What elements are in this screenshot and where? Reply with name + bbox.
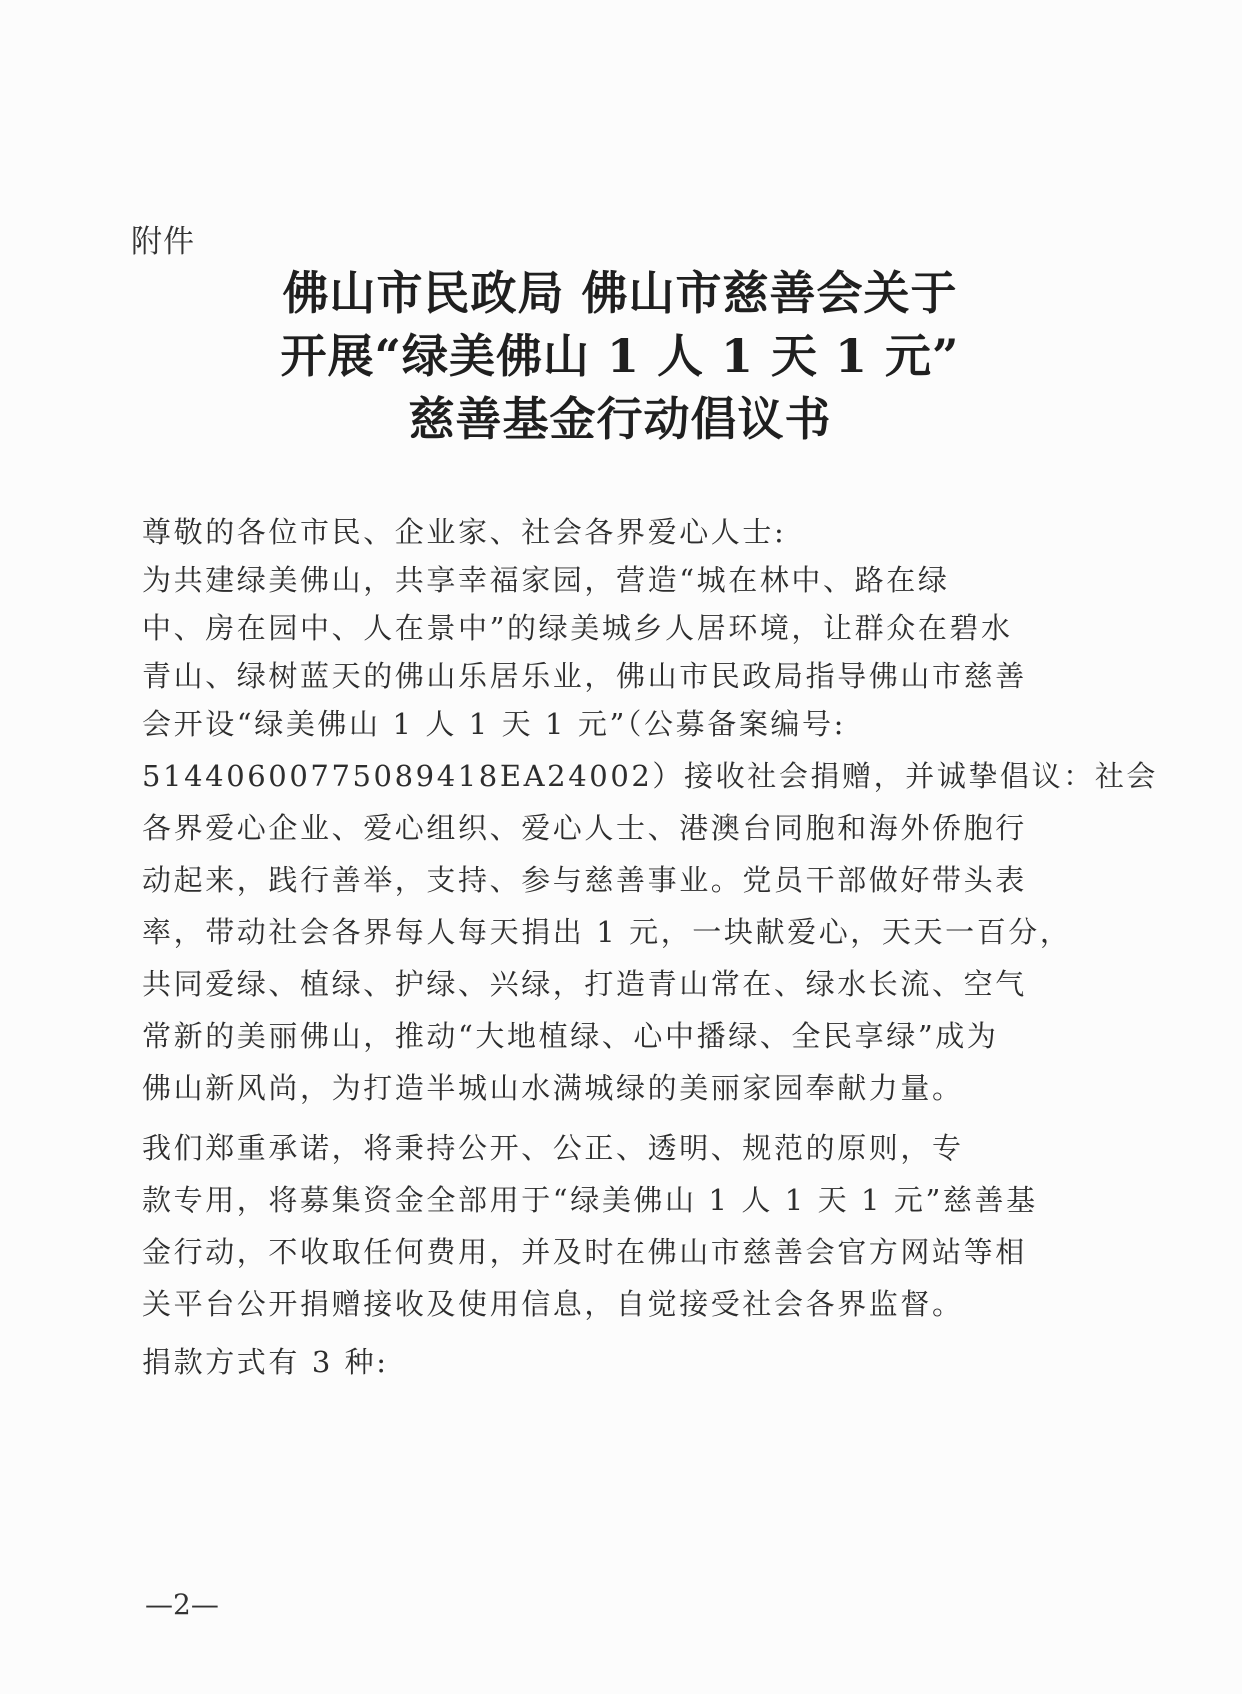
body-line: 青山、绿树蓝天的佛山乐居乐业，佛山市民政局指导佛山市慈善: [142, 659, 1027, 693]
body-line: 佛山新风尚，为打造半城山水满城绿的美丽家园奉献力量。: [142, 1071, 964, 1105]
body-line: 51440600775089418EA24002）接收社会捐赠，并诚挚倡议：社会: [142, 759, 1159, 793]
body-line: 我们郑重承诺，将秉持公开、公正、透明、规范的原则，专: [142, 1131, 964, 1165]
title-line: 慈善基金行动倡议书: [408, 392, 832, 446]
body-line: 会开设“绿美佛山 1 人 1 天 1 元”（公募备案编号:: [142, 707, 846, 741]
body-line: 款专用，将募集资金全部用于“绿美佛山 1 人 1 天 1 元”慈善基: [142, 1183, 1038, 1217]
title-line: 佛山市民政局 佛山市慈善会关于: [282, 266, 958, 320]
body-line: 共同爱绿、植绿、护绿、兴绿，打造青山常在、绿水长流、空气: [142, 967, 1027, 1001]
attachment-label: 附件: [131, 224, 195, 260]
body-line: 率，带动社会各界每人每天捐出 1 元，一块献爱心，天天一百分，: [142, 915, 1072, 949]
body-line: 常新的美丽佛山，推动“大地植绿、心中播绿、全民享绿”成为: [142, 1019, 999, 1053]
body-line: 为共建绿美佛山，共享幸福家园，营造“城在林中、路在绿: [142, 563, 950, 597]
body-line: 动起来，践行善举，支持、参与慈善事业。党员干部做好带头表: [142, 863, 1027, 897]
body-line: 金行动，不收取任何费用，并及时在佛山市慈善会官方网站等相: [142, 1235, 1027, 1269]
page-number: —2—: [145, 1588, 219, 1621]
body-line: 关平台公开捐赠接收及使用信息，自觉接受社会各界监督。: [142, 1287, 964, 1321]
body-line: 各界爱心企业、爱心组织、爱心人士、港澳台同胞和海外侨胞行: [142, 811, 1027, 845]
body-line: 捐款方式有 3 种:: [142, 1345, 389, 1379]
title-line: 开展“绿美佛山 1 人 1 天 1 元”: [280, 329, 960, 383]
document-title: [140, 262, 1100, 451]
body-line: 中、房在园中、人在景中”的绿美城乡人居环境，让群众在碧水: [142, 611, 1013, 645]
salutation: 尊敬的各位市民、企业家、社会各界爱心人士:: [142, 515, 787, 549]
